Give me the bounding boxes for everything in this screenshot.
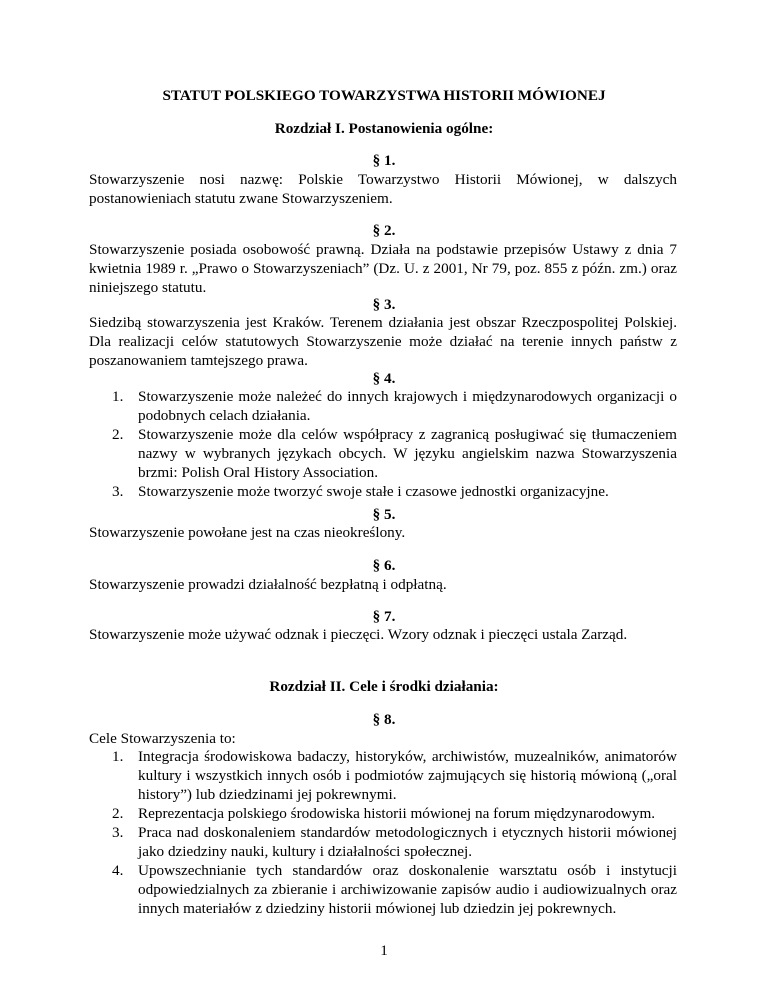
- paragraph-8-intro: Cele Stowarzyszenia to:: [89, 730, 236, 747]
- list-item-text: Stowarzyszenie może dla celów współpracy z zagranicą posługiwać się tłumaczeniem nazwy w wybranych językach obcych. W języku angielskim nazwa Stowarzyszenia brzmi: Polish Oral History Association.: [138, 426, 677, 481]
- paragraph-1-heading: § 1.: [372, 152, 396, 169]
- list-item-number: 1.: [112, 748, 124, 765]
- paragraph-3-text: Siedzibą stowarzyszenia jest Kraków. Terenem działania jest obszar Rzeczpospolitej Polskiej. Dla realizacji celów statutowych Stowarzyszenie może działać na terenie innych państw z poszanowaniem tamtejszego prawa.: [89, 314, 677, 369]
- list-item-text: Stowarzyszenie może należeć do innych krajowych i międzynarodowych organizacji o podobnych celach działania.: [138, 388, 677, 424]
- page-number: 1: [380, 942, 388, 959]
- list-item: [89, 482, 677, 501]
- paragraph-8-list: [89, 747, 677, 918]
- list-item: [89, 747, 677, 804]
- paragraph-3-heading: § 3.: [372, 296, 396, 313]
- list-item: [89, 425, 677, 482]
- document-title: STATUT POLSKIEGO TOWARZYSTWA HISTORII MÓWIONEJ: [162, 87, 606, 104]
- chapter-1-heading: Rozdział I. Postanowienia ogólne:: [274, 120, 494, 137]
- paragraph-4-list: [89, 387, 677, 501]
- list-item: [89, 823, 677, 861]
- paragraph-5-heading: § 5.: [372, 506, 396, 523]
- paragraph-5-text: Stowarzyszenie powołane jest na czas nieokreślony.: [89, 524, 406, 541]
- paragraph-6-text: Stowarzyszenie prowadzi działalność bezpłatną i odpłatną.: [89, 576, 447, 593]
- list-item-text: Reprezentacja polskiego środowiska historii mówionej na forum międzynarodowym.: [138, 805, 656, 822]
- list-item: [89, 804, 677, 823]
- paragraph-6-heading: § 6.: [372, 557, 396, 574]
- list-item-text: Stowarzyszenie może tworzyć swoje stałe i czasowe jednostki organizacyjne.: [138, 483, 609, 500]
- paragraph-7-heading: § 7.: [372, 608, 396, 625]
- list-item-text: Upowszechnianie tych standardów oraz doskonalenie warsztatu osób i instytucji odpowiedzialnych za zbieranie i archiwizowanie zapisów audio i audiowizualnych oraz innych materiałów z dziedziny historii mówionej lub dziedzin jej pokrewnych.: [138, 862, 677, 917]
- list-item-text: Integracja środowiskowa badaczy, historyków, archiwistów, muzealników, animatorów kultury i wszystkich innych osób i podmiotów zajmujących się historią mówioną („oral history”) lub dziedzinami jej pokrewnymi.: [138, 748, 677, 803]
- paragraph-2-text: Stowarzyszenie posiada osobowość prawną. Działa na podstawie przepisów Ustawy z dnia 7 kwietnia 1989 r. „Prawo o Stowarzyszeniach” (Dz. U. z 2001, Nr 79, poz. 855 z późn. zm.) oraz niniejszego statutu.: [89, 241, 677, 296]
- list-item: [89, 861, 677, 918]
- list-item: [89, 387, 677, 425]
- list-item-number: 3.: [112, 483, 124, 500]
- chapter-2-heading: Rozdział II. Cele i środki działania:: [269, 678, 499, 695]
- list-item-number: 4.: [112, 862, 124, 879]
- list-item-number: 2.: [112, 805, 124, 822]
- paragraph-8-heading: § 8.: [372, 711, 396, 728]
- paragraph-7-text: Stowarzyszenie może używać odznak i pieczęci. Wzory odznak i pieczęci ustala Zarząd.: [89, 626, 628, 643]
- list-item-number: 2.: [112, 426, 124, 443]
- list-item-number: 3.: [112, 824, 124, 841]
- paragraph-1-text: Stowarzyszenie nosi nazwę: Polskie Towarzystwo Historii Mówionej, w dalszych postanowieniach statutu zwane Stowarzyszeniem.: [89, 171, 677, 207]
- paragraph-2-heading: § 2.: [372, 222, 396, 239]
- list-item-number: 1.: [112, 388, 124, 405]
- list-item-text: Praca nad doskonaleniem standardów metodologicznych i etycznych historii mówionej jako dziedziny nauki, kultury i działalności społecznej.: [138, 824, 677, 860]
- paragraph-4-heading: § 4.: [372, 370, 396, 387]
